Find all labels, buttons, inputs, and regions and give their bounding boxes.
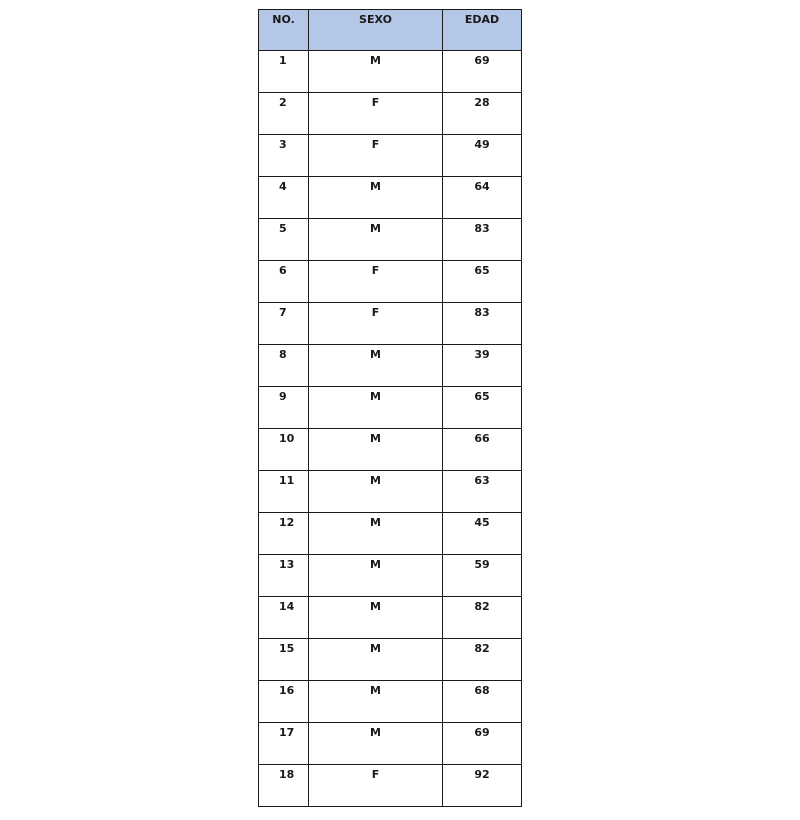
cell-no: 10 <box>259 429 309 471</box>
cell-sexo: F <box>309 261 443 303</box>
table-row <box>259 429 522 471</box>
cell-edad: 66 <box>443 429 522 471</box>
cell-no: 18 <box>259 765 309 807</box>
cell-sexo: M <box>309 513 443 555</box>
cell-edad: 82 <box>443 639 522 681</box>
cell-sexo: F <box>309 303 443 345</box>
cell-edad: 59 <box>443 555 522 597</box>
table-row <box>259 261 522 303</box>
cell-edad: 69 <box>443 723 522 765</box>
cell-sexo: M <box>309 219 443 261</box>
cell-sexo: F <box>309 765 443 807</box>
table-row <box>259 51 522 93</box>
data-table <box>258 9 522 807</box>
cell-sexo: M <box>309 555 443 597</box>
cell-no: 5 <box>259 219 309 261</box>
table-row <box>259 723 522 765</box>
cell-sexo: M <box>309 639 443 681</box>
header-edad: EDAD <box>443 10 522 51</box>
table-row <box>259 345 522 387</box>
cell-sexo: F <box>309 93 443 135</box>
cell-sexo: M <box>309 471 443 513</box>
cell-edad: 39 <box>443 345 522 387</box>
cell-no: 15 <box>259 639 309 681</box>
table-row <box>259 639 522 681</box>
cell-edad: 83 <box>443 219 522 261</box>
table-row <box>259 303 522 345</box>
cell-no: 12 <box>259 513 309 555</box>
table-row <box>259 597 522 639</box>
cell-no: 3 <box>259 135 309 177</box>
cell-sexo: M <box>309 723 443 765</box>
cell-sexo: M <box>309 345 443 387</box>
cell-no: 7 <box>259 303 309 345</box>
cell-edad: 65 <box>443 261 522 303</box>
cell-sexo: F <box>309 135 443 177</box>
table-row <box>259 177 522 219</box>
cell-edad: 69 <box>443 51 522 93</box>
cell-edad: 65 <box>443 387 522 429</box>
table-row <box>259 93 522 135</box>
cell-edad: 45 <box>443 513 522 555</box>
cell-sexo: M <box>309 681 443 723</box>
cell-sexo: M <box>309 429 443 471</box>
table-row <box>259 387 522 429</box>
cell-edad: 92 <box>443 765 522 807</box>
table-row <box>259 513 522 555</box>
header-no: NO. <box>259 10 309 51</box>
cell-no: 9 <box>259 387 309 429</box>
cell-no: 1 <box>259 51 309 93</box>
cell-edad: 49 <box>443 135 522 177</box>
cell-no: 17 <box>259 723 309 765</box>
cell-edad: 68 <box>443 681 522 723</box>
table-row <box>259 555 522 597</box>
cell-no: 2 <box>259 93 309 135</box>
cell-no: 11 <box>259 471 309 513</box>
cell-edad: 63 <box>443 471 522 513</box>
cell-sexo: M <box>309 597 443 639</box>
table-row <box>259 471 522 513</box>
table-row <box>259 135 522 177</box>
cell-no: 13 <box>259 555 309 597</box>
cell-edad: 28 <box>443 93 522 135</box>
cell-no: 6 <box>259 261 309 303</box>
cell-sexo: M <box>309 177 443 219</box>
cell-no: 4 <box>259 177 309 219</box>
cell-edad: 83 <box>443 303 522 345</box>
cell-sexo: M <box>309 387 443 429</box>
cell-edad: 64 <box>443 177 522 219</box>
table-body <box>259 51 522 807</box>
cell-no: 14 <box>259 597 309 639</box>
cell-sexo: M <box>309 51 443 93</box>
header-row <box>259 10 522 51</box>
table-row <box>259 765 522 807</box>
header-sexo: SEXO <box>309 10 443 51</box>
table-row <box>259 219 522 261</box>
cell-edad: 82 <box>443 597 522 639</box>
table-header <box>259 10 522 51</box>
table-row <box>259 681 522 723</box>
cell-no: 16 <box>259 681 309 723</box>
cell-no: 8 <box>259 345 309 387</box>
